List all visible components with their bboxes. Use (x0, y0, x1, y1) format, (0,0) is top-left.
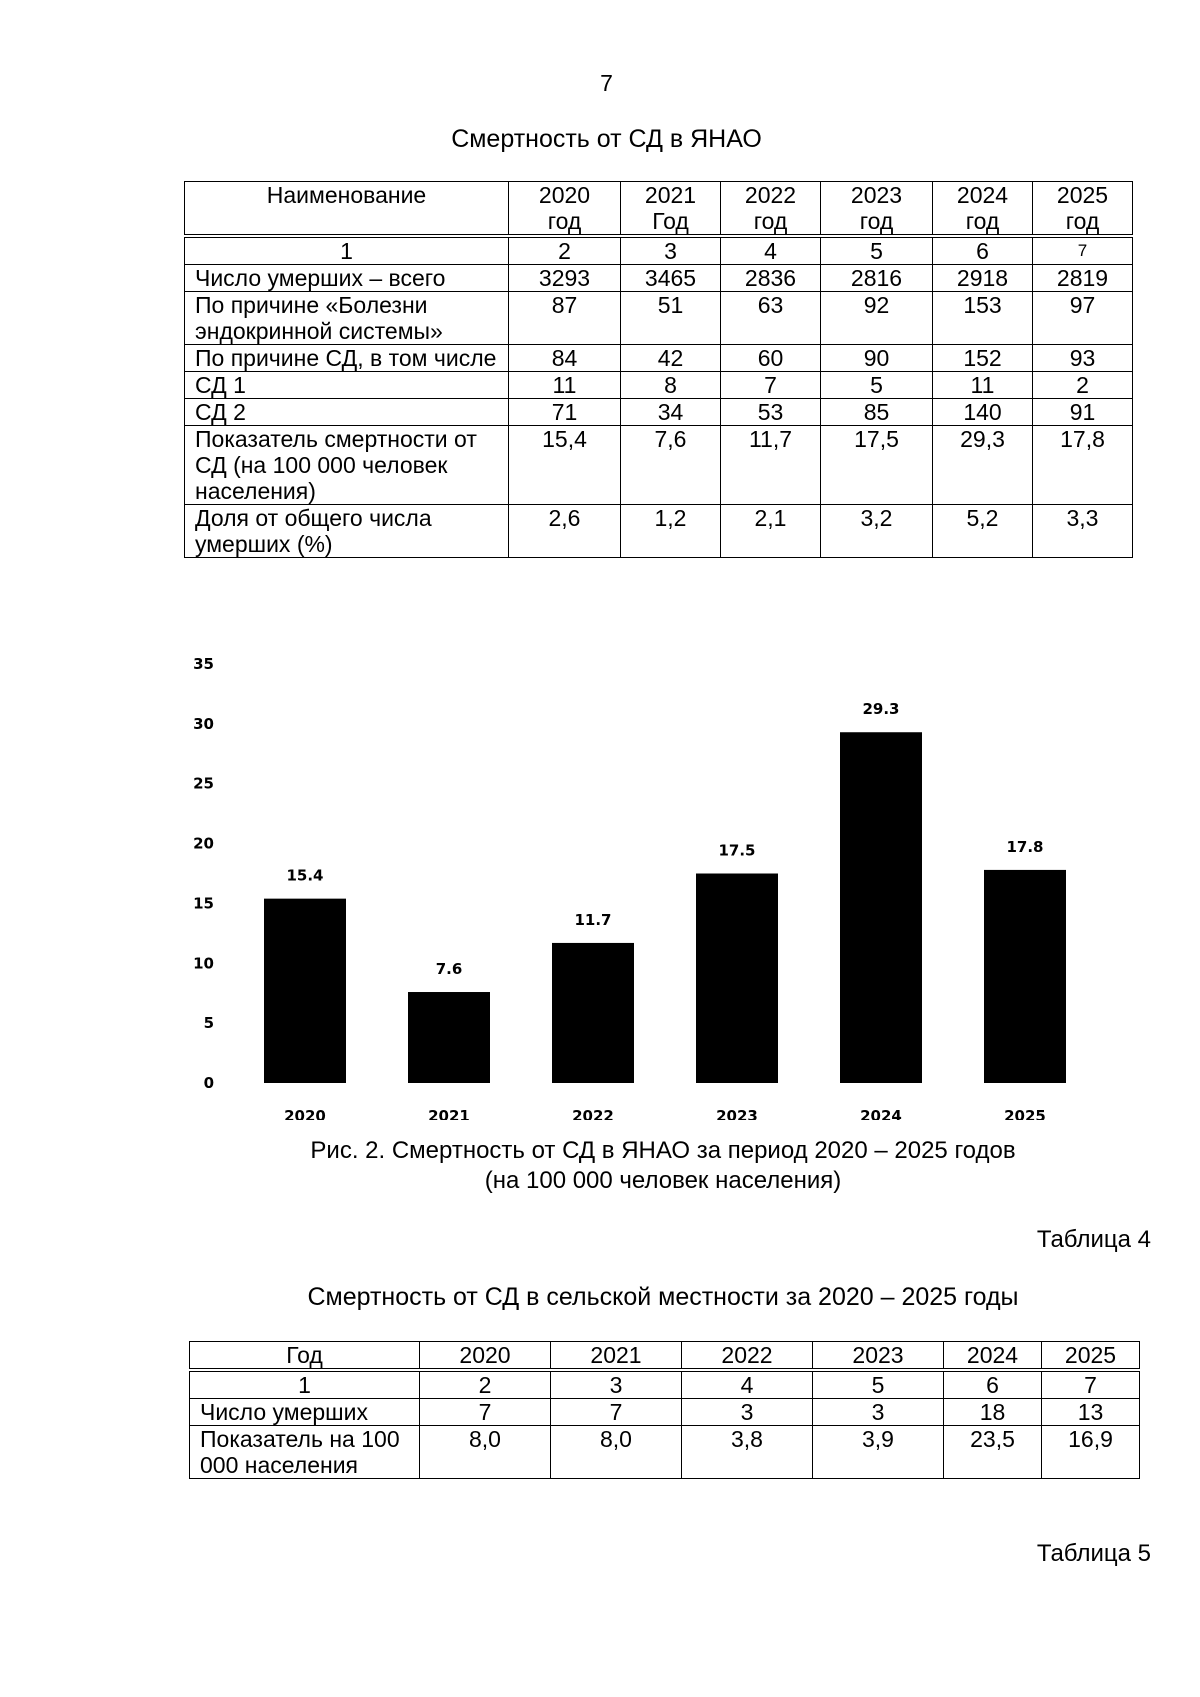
table3-cell: 17,8 (1033, 426, 1133, 505)
table3-row-label: СД 1 (185, 372, 509, 399)
table3-row-total-deaths (185, 265, 1133, 292)
table3-cell: 51 (621, 292, 721, 345)
table3-cell: 3,2 (821, 505, 933, 558)
table3-cell: 92 (821, 292, 933, 345)
figure-caption-line2: (на 100 000 человек населения) (484, 1167, 842, 1194)
table3-header-cell: 2021 Год (621, 182, 721, 235)
table3-index-cell: 5 (821, 238, 933, 265)
table3-row-endocrine (185, 292, 1133, 345)
table3-cell: 15,4 (509, 426, 621, 505)
table4-cell: 7 (420, 1399, 551, 1426)
table3-index-cell: 2 (509, 238, 621, 265)
bars (264, 732, 1066, 1083)
table3-cell: 29,3 (933, 426, 1033, 505)
table3-header-cell: Наименование (185, 182, 509, 235)
table4-title: Смертность от СД в сельской местности за 2020 – 2025 годы (307, 1283, 1019, 1311)
table3-header-cell: 2024 год (933, 182, 1033, 235)
table4-cell: 13 (1042, 1399, 1140, 1426)
x-axis-labels (284, 1107, 1046, 1120)
table3-cell: 71 (509, 399, 621, 426)
table4-index-cell: 2 (420, 1372, 551, 1399)
figure-caption-line1: Рис. 2. Смертность от СД в ЯНАО за период 2020 – 2025 годов (310, 1137, 1016, 1164)
table3-row-mortality-rate (185, 426, 1133, 505)
table3-cell: 8 (621, 372, 721, 399)
bar (552, 943, 634, 1083)
table4-header-cell: 2021 (551, 1342, 682, 1369)
table3-cell: 3293 (509, 265, 621, 292)
table3-title: Смертность от СД в ЯНАО (451, 125, 762, 153)
bar-value-label: 15.4 (286, 866, 324, 885)
x-tick-label: 2021 (428, 1107, 470, 1120)
table4-index-cell: 6 (944, 1372, 1042, 1399)
bar (696, 874, 778, 1084)
table3-cell: 5 (821, 372, 933, 399)
table3-cell: 2,6 (509, 505, 621, 558)
table3-index-row (185, 238, 1133, 265)
table3-cell: 87 (509, 292, 621, 345)
table4-row-label: Показатель на 100 000 населения (190, 1426, 420, 1479)
table3-header-cell: 2020 год (509, 182, 621, 235)
table3-row-label: СД 2 (185, 399, 509, 426)
x-tick-label: 2020 (284, 1107, 326, 1120)
bar (840, 732, 922, 1083)
x-tick-label: 2022 (572, 1107, 614, 1120)
table3-cell: 63 (721, 292, 821, 345)
bar-value-label: 29.3 (862, 700, 900, 719)
table3-cell: 3465 (621, 265, 721, 292)
table3-row-type2 (185, 399, 1133, 426)
table3-cell: 5,2 (933, 505, 1033, 558)
y-tick-label: 15 (193, 894, 214, 913)
table3-index-cell: 4 (721, 238, 821, 265)
table3-cell: 85 (821, 399, 933, 426)
table3-cell: 2,1 (721, 505, 821, 558)
table3-cell: 140 (933, 399, 1033, 426)
table3-row-label: Доля от общего числа умерших (%) (185, 505, 509, 558)
table4-cell: 3 (813, 1399, 944, 1426)
figure-caption (0, 1136, 1200, 1196)
table3-cell: 60 (721, 345, 821, 372)
table4-index-cell: 3 (551, 1372, 682, 1399)
table3-cell: 7 (721, 372, 821, 399)
bar-value-label: 17.8 (1006, 837, 1044, 856)
table3-cell: 1,2 (621, 505, 721, 558)
y-tick-label: 30 (193, 714, 214, 733)
table3-row-label: Число умерших – всего (185, 265, 509, 292)
bar-value-labels (286, 700, 1043, 978)
table3-cell: 2819 (1033, 265, 1133, 292)
table4-index-cell: 7 (1042, 1372, 1140, 1399)
table3-cell: 11 (509, 372, 621, 399)
table3-cell: 11,7 (721, 426, 821, 505)
table3-cell: 153 (933, 292, 1033, 345)
y-tick-label: 35 (193, 655, 214, 673)
y-tick-label: 0 (203, 1074, 214, 1092)
table4-row-label: Число умерших (190, 1399, 420, 1426)
table3-index-cell: 3 (621, 238, 721, 265)
table4-header-row (190, 1342, 1140, 1369)
table3-row-diabetes (185, 345, 1133, 372)
table3-row-type1 (185, 372, 1133, 399)
table3-row-share (185, 505, 1133, 558)
table3-cell: 93 (1033, 345, 1133, 372)
table3-header-row (185, 182, 1133, 235)
table4-cell: 23,5 (944, 1426, 1042, 1479)
y-tick-label: 10 (193, 954, 214, 973)
table3-cell: 2918 (933, 265, 1033, 292)
bar (408, 992, 490, 1083)
table4-cell: 7 (551, 1399, 682, 1426)
table4-row-rate (190, 1426, 1140, 1479)
table4-row-deaths (190, 1399, 1140, 1426)
table4-header-cell: 2020 (420, 1342, 551, 1369)
table5-number: Таблица 5 (1036, 1540, 1151, 1567)
table3-row-label: По причине СД, в том числе (185, 345, 509, 372)
table3-cell: 17,5 (821, 426, 933, 505)
table4-cell: 8,0 (551, 1426, 682, 1479)
bar (984, 870, 1066, 1083)
table4-cell: 3 (682, 1399, 813, 1426)
table4-number: Таблица 4 (1036, 1226, 1151, 1253)
table4-index-row (190, 1372, 1140, 1399)
table4-header-cell: 2024 (944, 1342, 1042, 1369)
bar-value-label: 17.5 (718, 841, 756, 860)
table3-index-cell: 1 (185, 238, 509, 265)
table3-cell: 84 (509, 345, 621, 372)
table3-index-cell: 7 (1033, 238, 1133, 265)
x-tick-label: 2024 (860, 1107, 902, 1120)
table3-cell: 2816 (821, 265, 933, 292)
mortality-bar-chart (0, 640, 1200, 1120)
table4-header-cell: 2022 (682, 1342, 813, 1369)
table3-cell: 90 (821, 345, 933, 372)
table4-index-cell: 5 (813, 1372, 944, 1399)
bar (264, 899, 346, 1083)
table4-header-cell: 2023 (813, 1342, 944, 1369)
table4-header-cell: Год (190, 1342, 420, 1369)
table3 (184, 181, 1133, 558)
table3-cell: 34 (621, 399, 721, 426)
table3-header-cell: 2022 год (721, 182, 821, 235)
table3-cell: 53 (721, 399, 821, 426)
y-tick-label: 25 (193, 774, 214, 793)
table3-index-cell: 6 (933, 238, 1033, 265)
table4-cell: 8,0 (420, 1426, 551, 1479)
table3-cell: 152 (933, 345, 1033, 372)
page-number: 7 (600, 70, 613, 96)
table3-row-label: По причине «Болезни эндокринной системы» (185, 292, 509, 345)
table3-cell: 97 (1033, 292, 1133, 345)
bar-value-label: 7.6 (435, 960, 463, 979)
bar-value-label: 11.7 (574, 910, 612, 929)
table3-row-label: Показатель смертности от СД (на 100 000 человек населения) (185, 426, 509, 505)
table3-cell: 2 (1033, 372, 1133, 399)
y-tick-label: 20 (193, 834, 214, 853)
table4-cell: 18 (944, 1399, 1042, 1426)
table3-cell: 42 (621, 345, 721, 372)
table3-cell: 7,6 (621, 426, 721, 505)
table4-header-cell: 2025 (1042, 1342, 1140, 1369)
table4-index-cell: 4 (682, 1372, 813, 1399)
table3-cell: 91 (1033, 399, 1133, 426)
x-tick-label: 2025 (1004, 1107, 1046, 1120)
table3-cell: 3,3 (1033, 505, 1133, 558)
table3-header-cell: 2025 год (1033, 182, 1133, 235)
table4-cell: 3,8 (682, 1426, 813, 1479)
x-tick-label: 2023 (716, 1107, 758, 1120)
table4-index-cell: 1 (190, 1372, 420, 1399)
table3-cell: 2836 (721, 265, 821, 292)
table3-cell: 11 (933, 372, 1033, 399)
y-axis-ticks (193, 655, 214, 1092)
table4 (189, 1341, 1140, 1479)
table4-cell: 16,9 (1042, 1426, 1140, 1479)
table4-cell: 3,9 (813, 1426, 944, 1479)
y-tick-label: 5 (203, 1014, 214, 1033)
table3-header-cell: 2023 год (821, 182, 933, 235)
